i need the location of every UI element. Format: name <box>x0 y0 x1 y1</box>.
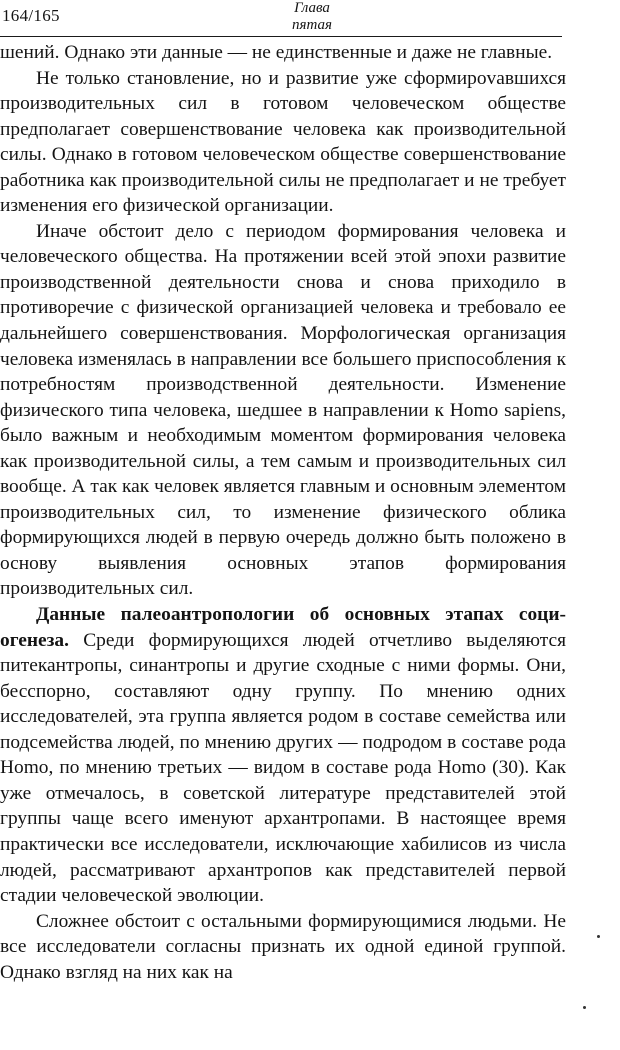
scan-speck <box>597 935 600 938</box>
paragraph-2-text: Не только становление, но и развитие уже сформироvавшихся производительных сил в готовом человеческом обществе предполагает совершенствование человека как производительной силы. Однако в готовом человеческом обществе совершенствование работника как производительной силы не предполагает и не требует изменения его физической организации. <box>0 67 566 217</box>
paragraph-1-text: шений. Однако эти данные — не единственные и даже не главные. <box>0 42 553 63</box>
paragraph-4-text: Среди формирующихся людей отчетливо выделяются питекантропы, синантропы и другие сходные с ними формы. Они, бесспорно, составляют одну группу. По мнению одних исследователей, эта группа является родом в составе семейства или подсемейства людей, по мнению других — подродом в составе рода Homo, по мнению третьих — видом в составе рода Homo (30). Как уже отмечалось, в советской литературе представителей этой группы чаще всего именуют архантропами. В настоящее время практически все исследователи, исключающие хабилисов из числа людей, рассматривают архантропов как представителей первой стадии человеческой эволюции. <box>0 629 566 907</box>
body-text <box>0 40 566 985</box>
section-heading-bold: Данные палеоантропологии об основных этапах социогенеза. <box>0 604 566 651</box>
paragraph-5 <box>0 909 566 986</box>
paragraph-3 <box>0 219 566 602</box>
page-header <box>0 0 620 40</box>
chapter-number: пятая <box>292 17 332 33</box>
paragraph-5-text: Сложнее обстоит с остальными формирующимися людьми. Не все исследователи согласны признать их одной единой группой. Однако взгляд на них как на <box>0 910 566 983</box>
paragraph-2 <box>0 66 566 219</box>
page-numbers: 164/165 <box>2 6 60 25</box>
paragraph-1 <box>0 40 566 66</box>
paragraph-4 <box>0 602 566 909</box>
header-rule <box>0 36 562 37</box>
chapter-word: Глава <box>294 0 330 16</box>
paragraph-3-text: Иначе обстоит дело с периодом формирования человека и человеческого общества. На протяжении всей этой эпохи развитие производственной деятельности снова и снова приходило в противоречие с физической организацией человека и требовало ее дальнейшего совершенствования. Морфологическая организация человека изменялась в направлении все большего приспособления к потребностям производственной деятельности. Изменение физического типа человека, шедшее в направлении к Homo sapiens, было важным и необходимым моментом формирования человека как производительной силы, а тем самым и производительных сил вообще. А так как человек является главным и основным элементом производительных сил, то изменение физического облика формирующихся людей в первую очередь должно быть положено в основу выявления основных этапов формирования производительных сил. <box>0 220 566 600</box>
scan-speck <box>583 1006 586 1009</box>
running-head-chapter <box>262 0 362 34</box>
